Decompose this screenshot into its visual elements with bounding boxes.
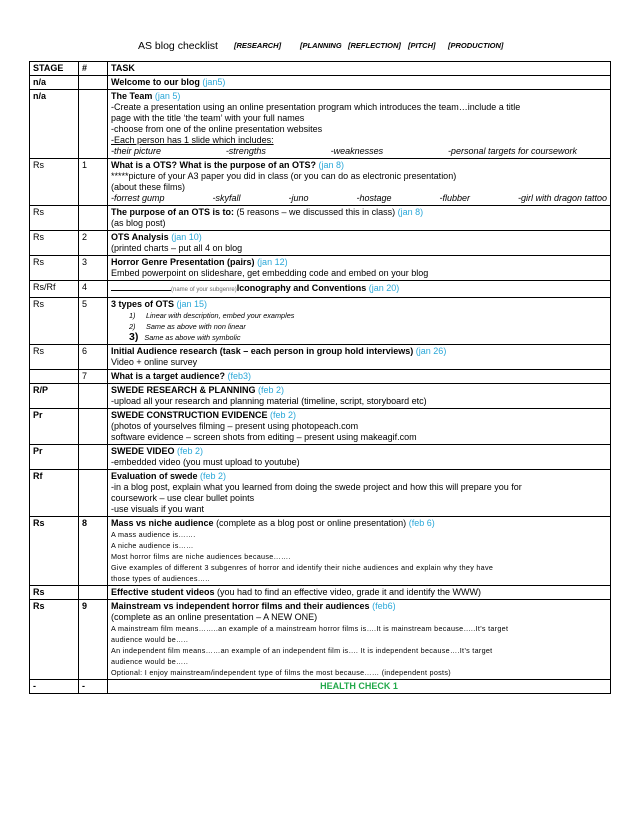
- task-cell: [108, 281, 611, 298]
- stage-cell: Rs: [30, 586, 79, 600]
- task-cell: [108, 345, 611, 370]
- checklist-table: [29, 61, 611, 694]
- task-title: Mainstream vs independent horror films and their audiences: [111, 601, 370, 611]
- number-cell: [79, 206, 108, 231]
- table-row: [30, 370, 611, 384]
- column-header-task: TASK: [108, 62, 611, 76]
- task-cell: [108, 370, 611, 384]
- number-cell: 2: [79, 231, 108, 256]
- table-row: [30, 470, 611, 517]
- number-cell: [79, 384, 108, 409]
- task-line: *****picture of your A3 paper you did in class (or you can do as electronic presentation): [111, 171, 457, 181]
- task-date: (jan 12): [257, 257, 288, 267]
- task-date: (feb 2): [258, 385, 285, 395]
- task-title: The Team: [111, 91, 153, 101]
- stage-cell: Rs: [30, 256, 79, 281]
- stage-cell: Rf: [30, 470, 79, 517]
- task-line: (photos of yourselves filming – present using photopeach.com: [111, 421, 359, 431]
- task-date: (jan 15): [176, 299, 208, 309]
- number-cell: 5: [79, 298, 108, 345]
- stage-cell: Rs: [30, 298, 79, 345]
- task-title: 3 types of OTS: [111, 299, 175, 309]
- task-detail: (5 reasons – we discussed this in class): [236, 207, 396, 217]
- list-item: -hostage: [356, 193, 392, 203]
- list-item: [111, 332, 607, 343]
- task-title: Horror Genre Presentation (pairs): [111, 257, 255, 267]
- list-number: 2): [129, 322, 136, 331]
- number-cell: [79, 409, 108, 445]
- subgenre-hint: (name of your subgenre): [171, 287, 237, 293]
- table-row: [30, 298, 611, 345]
- stage-cell: Rs: [30, 206, 79, 231]
- task-line: -choose from one of the online presentation websites: [111, 124, 323, 134]
- task-date: (jan 20): [368, 283, 400, 293]
- task-line: -in a blog post, explain what you learned from doing the swede project and how this will prepare you for: [111, 482, 522, 492]
- stage-cell: n/a: [30, 90, 79, 159]
- number-cell: 4: [79, 281, 108, 298]
- task-date: (feb 6): [408, 518, 435, 528]
- table-row: [30, 384, 611, 409]
- list-text: Same as above with non linear: [146, 322, 246, 331]
- task-line: page with the title ‘the team’ with your full names: [111, 113, 305, 123]
- table-row: [30, 231, 611, 256]
- task-date: (feb6): [372, 601, 396, 611]
- task-cell: [108, 409, 611, 445]
- number-cell: [79, 445, 108, 470]
- number-cell: [79, 90, 108, 159]
- task-title: What is a OTS? What is the purpose of an OTS?: [111, 160, 317, 170]
- task-cell: [108, 600, 611, 680]
- task-line: audience would be…..: [111, 657, 189, 666]
- list-item: [111, 321, 607, 332]
- task-line: coursework – use clear bullet points: [111, 493, 255, 503]
- task-title: Evaluation of swede: [111, 471, 198, 481]
- list-item: -their picture: [111, 146, 162, 156]
- number-cell: 3: [79, 256, 108, 281]
- page-header: [138, 40, 618, 54]
- task-detail: (complete as a blog post or online presentation): [216, 518, 407, 528]
- table-row: [30, 409, 611, 445]
- task-cell: [108, 206, 611, 231]
- task-detail: (you had to find an effective video, grade it and identify the WWW): [217, 587, 482, 597]
- column-header-stage: STAGE: [30, 62, 79, 76]
- stage-cell: n/a: [30, 76, 79, 90]
- film-list: [111, 193, 607, 204]
- table-row: [30, 586, 611, 600]
- list-item: -strengths: [225, 146, 266, 156]
- table-row: [30, 76, 611, 90]
- task-line: Optional: I enjoy mainstream/independent type of films the most because…… (independent posts): [111, 668, 451, 677]
- task-cell: [108, 445, 611, 470]
- task-line: -upload all your research and planning material (timeline, script, storyboard etc): [111, 396, 427, 406]
- task-line: (complete as an online presentation – A NEW ONE): [111, 612, 318, 622]
- task-title: What is a target audience?: [111, 371, 226, 381]
- number-cell: 1: [79, 159, 108, 206]
- table-row: [30, 206, 611, 231]
- task-line: -use visuals if you want: [111, 504, 205, 514]
- number-cell: 8: [79, 517, 108, 586]
- list-item: -personal targets for coursework: [447, 146, 577, 156]
- task-date: (jan 26): [415, 346, 447, 356]
- list-number: 1): [129, 311, 136, 320]
- list-text: Same as above with symbolic: [144, 333, 241, 342]
- stage-cell: -: [30, 680, 79, 694]
- task-line: -embedded video (you must upload to youtube): [111, 457, 300, 467]
- blank-line: [111, 282, 171, 291]
- task-title: SWEDE CONSTRUCTION EVIDENCE: [111, 410, 268, 420]
- task-line: A mass audience is…….: [111, 530, 196, 539]
- number-cell: [79, 470, 108, 517]
- task-date: (feb 2): [270, 410, 297, 420]
- tag-production: [PRODUCTION]: [448, 41, 504, 50]
- task-cell: [108, 90, 611, 159]
- task-date: (feb 2): [200, 471, 227, 481]
- table-row: [30, 90, 611, 159]
- task-line: -Create a presentation using an online presentation program which introduces the team…include a title: [111, 102, 521, 112]
- task-cell: [108, 384, 611, 409]
- task-date: (jan 10): [171, 232, 202, 242]
- list-item: -juno: [288, 193, 309, 203]
- table-row: [30, 680, 611, 694]
- stage-cell: Pr: [30, 445, 79, 470]
- stage-cell: Rs: [30, 517, 79, 586]
- task-date: (jan 8): [397, 207, 424, 217]
- stage-cell: Pr: [30, 409, 79, 445]
- task-cell: [108, 231, 611, 256]
- task-cell: [108, 256, 611, 281]
- task-title: Welcome to our blog: [111, 77, 200, 87]
- task-line: Give examples of different 3 subgenres of horror and identify their niche audiences and explain why they have: [111, 563, 494, 572]
- list-item: -girl with dragon tattoo: [517, 193, 607, 203]
- task-title: Effective student videos: [111, 587, 215, 597]
- task-title: Mass vs niche audience: [111, 518, 214, 528]
- number-cell: -: [79, 680, 108, 694]
- table-row: [30, 281, 611, 298]
- task-date: (feb3): [227, 371, 252, 381]
- task-line: -Each person has 1 slide which includes:: [111, 135, 274, 145]
- task-cell: [108, 76, 611, 90]
- number-cell: 7: [79, 370, 108, 384]
- number-cell: 9: [79, 600, 108, 680]
- list-item: -forrest gump: [111, 193, 165, 203]
- tag-research: [RESEARCH]: [234, 41, 282, 50]
- tag-pitch: [PITCH]: [408, 41, 436, 50]
- task-line: those types of audiences…..: [111, 574, 210, 583]
- task-cell: [108, 159, 611, 206]
- table-row: [30, 159, 611, 206]
- number-cell: 6: [79, 345, 108, 370]
- task-title: Initial Audience research: [111, 346, 218, 356]
- tag-reflection: [REFLECTION]: [348, 41, 401, 50]
- stage-cell: Rs: [30, 600, 79, 680]
- list-item: -weaknesses: [330, 146, 384, 156]
- stage-cell: [30, 370, 79, 384]
- task-date: (jan 5): [154, 91, 181, 101]
- table-header-row: [30, 62, 611, 76]
- stage-cell: Rs: [30, 231, 79, 256]
- task-line: (as blog post): [111, 218, 166, 228]
- stage-cell: Rs: [30, 345, 79, 370]
- number-cell: [79, 76, 108, 90]
- stage-cell: Rs/Rf: [30, 281, 79, 298]
- list-item: [111, 310, 607, 321]
- task-line: Video + online survey: [111, 357, 198, 367]
- task-line: (about these films): [111, 182, 186, 192]
- table-row: [30, 445, 611, 470]
- number-cell: [79, 586, 108, 600]
- task-line: Most horror films are niche audiences because…….: [111, 552, 291, 561]
- health-check-label: HEALTH CHECK 1: [108, 680, 611, 694]
- task-cell: [108, 470, 611, 517]
- task-date: (jan 8): [318, 160, 345, 170]
- list-item: -flubber: [439, 193, 470, 203]
- task-title: Iconography and Conventions: [236, 283, 367, 293]
- task-cell: [108, 517, 611, 586]
- slide-contents-list: [111, 146, 607, 157]
- task-line: software evidence – screen shots from editing – present using makeagif.com: [111, 432, 417, 442]
- task-line: A mainstream film means……..an example of a mainstream horror films is….It is mainstream because…..It’s target: [111, 624, 509, 633]
- task-title: SWEDE RESEARCH & PLANNING: [111, 385, 256, 395]
- task-detail: (task – each person in group hold interviews): [219, 346, 414, 356]
- task-line: (printed charts – put all 4 on blog: [111, 243, 243, 253]
- list-number: 3): [129, 331, 139, 343]
- stage-cell: Rs: [30, 159, 79, 206]
- task-line: A niche audience is……: [111, 541, 194, 550]
- table-row: [30, 256, 611, 281]
- task-line: An independent film means……an example of an independent film is…. It is independent because….It’s target: [111, 646, 493, 655]
- task-title: The purpose of an OTS is to:: [111, 207, 235, 217]
- table-row: [30, 517, 611, 586]
- tag-planning: [PLANNING: [300, 41, 342, 50]
- task-date: (feb 2): [177, 446, 204, 456]
- task-date: (jan5): [202, 77, 226, 87]
- task-line: Embed powerpoint on slideshare, get embedding code and embed on your blog: [111, 268, 429, 278]
- list-text: Linear with description, embed your examples: [146, 311, 295, 320]
- task-title: SWEDE VIDEO: [111, 446, 175, 456]
- task-cell: [108, 298, 611, 345]
- document-title: AS blog checklist: [138, 40, 218, 52]
- table-row: [30, 600, 611, 680]
- task-line: audience would be…..: [111, 635, 189, 644]
- column-header-number: #: [79, 62, 108, 76]
- table-row: [30, 345, 611, 370]
- stage-cell: R/P: [30, 384, 79, 409]
- task-cell: [108, 586, 611, 600]
- list-item: -skyfall: [212, 193, 241, 203]
- task-title: OTS Analysis: [111, 232, 169, 242]
